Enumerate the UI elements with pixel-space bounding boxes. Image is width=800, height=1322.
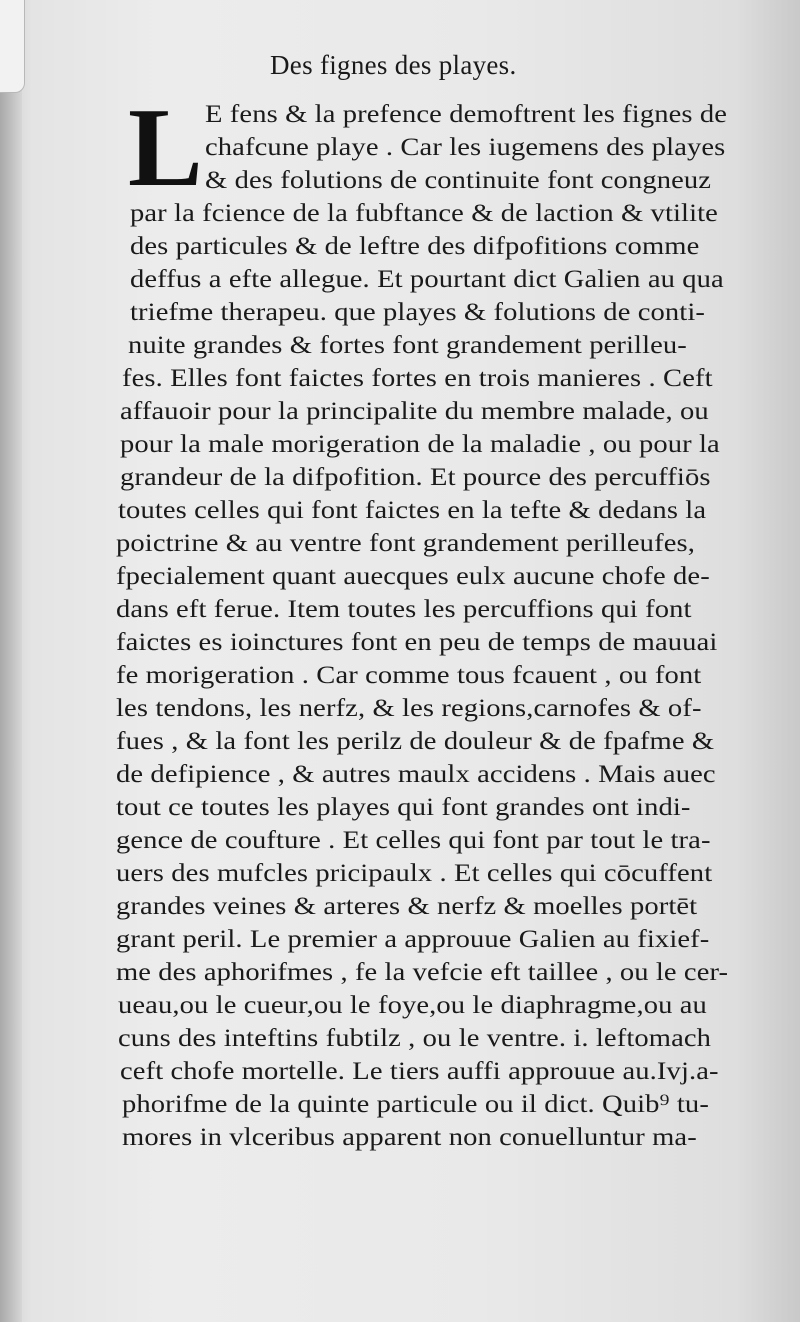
text-line: fues , & la font les perilz de douleur & de fpafme & xyxy=(116,726,715,755)
text-line: affauoir pour la principalite du membre malade, ou xyxy=(120,396,709,425)
text-line: faictes es ioinctures font en peu de temps de mauuai xyxy=(116,627,718,656)
text-line: toutes celles qui font faictes en la tefte & dedans la xyxy=(118,495,707,524)
text-line: grant peril. Le premier a approuue Galien au fixief- xyxy=(116,924,710,953)
text-line: uers des mufcles pricipaulx . Et celles qui cōcuffent xyxy=(116,858,713,887)
text-line: nuite grandes & fortes font grandement perilleu- xyxy=(128,330,687,359)
text-line: E fens & la prefence demoftrent les fignes de xyxy=(205,99,728,128)
text-line: ueau,ou le cueur,ou le foye,ou le diaphragme,ou au xyxy=(118,990,707,1019)
text-line: mores in vlceribus apparent non conuelluntur ma- xyxy=(122,1122,697,1151)
text-line: fpecialement quant auecques eulx aucune chofe de- xyxy=(116,561,710,590)
text-line: deffus a efte allegue. Et pourtant dict Galien au qua xyxy=(130,264,724,293)
page-corner-fold xyxy=(0,0,25,93)
text-line: grandes veines & arteres & nerfz & moelles portēt xyxy=(116,891,698,920)
text-line: phorifme de la quinte particule ou il dict. Quib⁹ tu- xyxy=(122,1089,709,1118)
text-line: dans eft ferue. Item toutes les percuffions qui font xyxy=(116,594,692,623)
text-line: fe morigeration . Car comme tous fcauent , ou font xyxy=(116,660,702,689)
drop-cap-initial: L xyxy=(128,86,203,210)
text-line: les tendons, les nerfz, & les regions,carnofes & of- xyxy=(116,693,702,722)
text-line: ceft chofe mortelle. Le tiers auffi approuue au.Ivj.a- xyxy=(120,1056,719,1085)
text-line: & des folutions de continuite font congneuz xyxy=(205,165,712,194)
text-line: cuns des inteftins fubtilz , ou le ventre. i. leftomach xyxy=(118,1023,712,1052)
text-line: gence de coufture . Et celles qui font par tout le tra- xyxy=(116,825,711,854)
text-line: grandeur de la difpofition. Et pource des percuffiōs xyxy=(120,462,711,491)
text-line: tout ce toutes les playes qui font grandes ont indi- xyxy=(116,792,691,821)
text-line: par la fcience de la fubftance & de laction & vtilite xyxy=(130,198,718,227)
text-line: poictrine & au ventre font grandement perilleufes, xyxy=(116,528,695,557)
text-line: pour la male morigeration de la maladie , ou pour la xyxy=(120,429,720,458)
running-head: Des fignes des playes. xyxy=(270,50,517,80)
text-line: chafcune playe . Car les iugemens des playes xyxy=(205,132,726,161)
page-gutter-shadow xyxy=(0,0,22,1322)
text-line: fes. Elles font faictes fortes en trois manieres . Ceft xyxy=(122,363,713,392)
text-line: triefme therapeu. que playes & folutions de conti- xyxy=(130,297,706,326)
text-line: des particules & de leftre des difpofitions comme xyxy=(130,231,700,260)
text-line: me des aphorifmes , fe la vefcie eft taillee , ou le cer- xyxy=(116,957,729,986)
text-line: de defipience , & autres maulx accidens . Mais auec xyxy=(116,759,716,788)
